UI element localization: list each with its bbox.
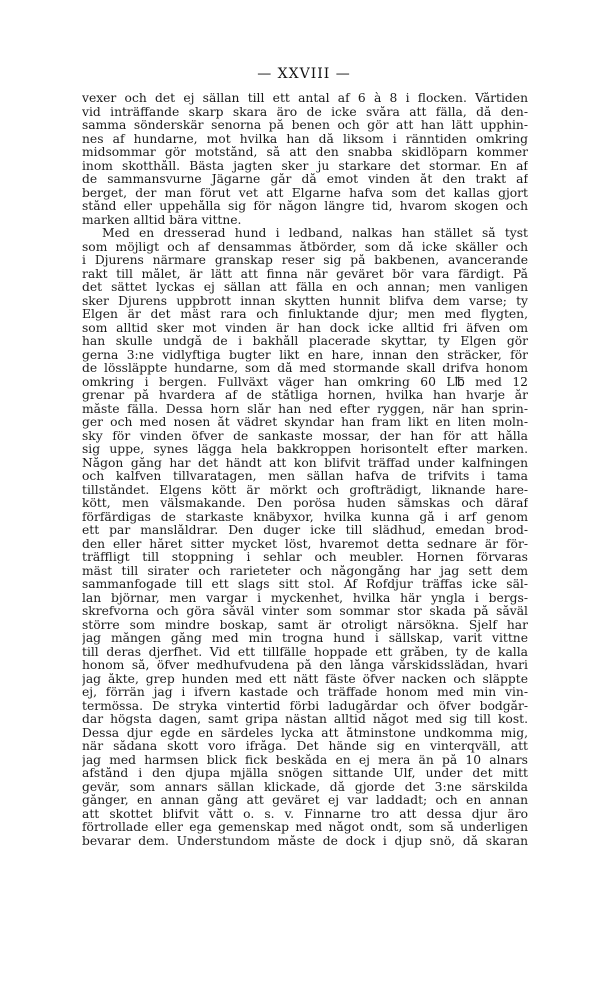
text-line: sig uppe, synes lägga hela bakkroppen horisontelt efter marken. bbox=[82, 443, 528, 456]
text-line: jag åkte, grep hunden med ett nätt fäste öfver nacken och släppte bbox=[82, 672, 528, 686]
text-line: rakt till målet, är lätt att finna när geväret bör vara färdigt. På bbox=[82, 267, 528, 281]
text-line: det sättet lyckas ej sällan att fälla en och annan; men vanligen bbox=[82, 281, 528, 294]
text-line: marken alltid bära vittne. bbox=[82, 213, 242, 227]
text-line: ger och med nosen åt vädret skyndar han fram likt en liten moln- bbox=[82, 416, 528, 429]
text-line: lan björnar, men vargar i myckenhet, hvilka här yngla i bergs- bbox=[82, 591, 528, 605]
text-line: ej, förrän jag i ifvern kastade och träffade honom med min vin- bbox=[82, 686, 528, 699]
text-line: som möjligt och af densammas åtbörder, som då icke skäller och bbox=[82, 240, 528, 254]
text-line: inom skotthåll. Bästa jagten sker ju starkare det stormar. En af bbox=[82, 159, 528, 173]
text-line: sky för vinden öfver de sankaste mossar, der han för att hålla bbox=[82, 429, 528, 443]
text-line: vid inträffande skarp skara äro de icke svåra att fälla, då den- bbox=[82, 105, 528, 119]
text-line: omkring i bergen. Fullväxt väger han omkring 60 L℔ med 12 bbox=[82, 375, 528, 389]
text-line: förtrollade eller ega gemenskap med något ondt, som så underligen bbox=[82, 821, 528, 834]
text-line: termössa. De stryka vintertid förbi ladugårdar och öfver bodgår- bbox=[82, 699, 528, 713]
text-line: att skottet blifvit vått o. s. v. Finnarne tro att dessa djur äro bbox=[82, 807, 528, 821]
text-line: den eller håret sitter mycket löst, hvaremot detta sednare är för- bbox=[82, 537, 528, 551]
text-line: nes af hundarne, mot hvilka han då liksom i ränntiden omkring bbox=[82, 132, 528, 146]
text-line: förfärdigas de starkaste knäbyxor, hvilka kunna gå i arf genom bbox=[82, 510, 528, 524]
text-line: när sådana skott voro ifråga. Det hände sig en vinterqväll, att bbox=[82, 740, 528, 753]
text-line: Någon gång har det händt att kon blifvit träffad under kalfningen bbox=[82, 456, 528, 470]
text-line: skrefvorna och göra såväl vinter som sommar stor skada på såväl bbox=[82, 605, 528, 618]
text-line: och kalfven tillvaratagen, men sällan hafva de trifvits i tama bbox=[82, 470, 528, 483]
text-line: bevarar dem. Understundom måste de dock i djup snö, då skaran bbox=[82, 834, 528, 848]
text-line: grenar på hvardera af de ståtliga hornen, hvilka han hvarje år bbox=[82, 389, 528, 402]
text-line: tillståndet. Elgens kött är mörkt och grofträdigt, liknande hare- bbox=[82, 483, 528, 497]
text-line: måste fälla. Dessa horn slår han ned efter ryggen, när han sprin- bbox=[82, 402, 528, 416]
text-line: dar högsta dagen, samt gripa nästan alltid något med sig till kost. bbox=[82, 713, 528, 726]
text-line: afstånd i den djupa mjälla snögen sittande Ulf, under det mitt bbox=[82, 767, 528, 780]
text-line: samma sönderskär senorna på benen och gör att han lätt upphin- bbox=[82, 119, 528, 132]
text-line: Dessa djur egde en särdeles lycka att åtminstone undkomma mig, bbox=[82, 726, 528, 740]
text-line: som alltid sker mot vinden är han dock icke alltid fri äfven om bbox=[82, 321, 528, 335]
text-line: jag med harmsen blick fick beskåda en ej mera än på 10 alnars bbox=[82, 753, 528, 767]
text-line: sammanfogade till ett slags sitt stol. Af Rofdjur träffas icke säl- bbox=[82, 578, 528, 591]
text-line: stånd eller uppehålla sig för någon längre tid, hvarom skogen och bbox=[82, 200, 528, 213]
text-line: jag mången gång med min trogna hund i sällskap, varit vittne bbox=[82, 632, 528, 645]
text-line: större som mindre boskap, samt är otroligt närsökna. Sjelf har bbox=[82, 618, 528, 632]
text-line: gerna 3:ne vidlyftiga bugter likt en hare, innan den sträcker, för bbox=[82, 348, 528, 362]
text-line: träffligt till stoppning i sehlar och meubler. Hornen förvaras bbox=[82, 551, 528, 564]
text-line: gånger, en annan gång att geväret ej var laddadt; och en annan bbox=[82, 794, 528, 807]
text-line: mäst till sirater och rarieteter och någongång har jag sett dem bbox=[82, 564, 528, 578]
text-line: gevär, som annars sällan klickade, då gjorde det 3:ne särskilda bbox=[82, 780, 528, 794]
text-line: vexer och det ej sällan till ett antal af 6 à 8 i flocken. Vårtiden bbox=[82, 92, 528, 105]
text-line: Med en dresserad hund i ledband, nalkas han stället så tyst bbox=[102, 227, 528, 240]
text-line: berget, der man förut vet att Elgarne hafva som det kallas gjort bbox=[82, 186, 528, 200]
body-text bbox=[82, 92, 528, 848]
text-line: han skulle undgå de i bakhåll placerade skyttar, ty Elgen gör bbox=[82, 335, 528, 348]
text-line: de lössläppte hundarne, som då med stormande skall drifva honom bbox=[82, 362, 528, 375]
text-line: i Djurens närmare granskap reser sig på bakbenen, avancerande bbox=[82, 254, 528, 267]
text-line: midsommar gör motstånd, så att den snabba skidlöparn kommer bbox=[82, 146, 528, 159]
text-line: till deras djerfhet. Vid ett tillfälle hoppade ett gråben, ty de kalla bbox=[82, 645, 528, 659]
text-line: honom så, öfver medhufvudena på den långa vårskidsslädan, hvari bbox=[82, 659, 528, 672]
text-line: de sammansvurne Jägarne går då emot vinden åt den trakt af bbox=[82, 173, 528, 186]
text-line: kött, men välsmakande. Den porösa huden sämskas och däraf bbox=[82, 497, 528, 510]
text-line: sker Djurens uppbrott innan skytten hunnit blifva dem varse; ty bbox=[82, 294, 528, 308]
text-line: ett par manslåldrar. Den duger icke till slädhud, emedan brod- bbox=[82, 524, 528, 537]
page-number-header: — XXVIII — bbox=[257, 66, 351, 82]
text-line: Elgen är det mäst rara och finluktande djur; men med flygten, bbox=[82, 308, 528, 321]
